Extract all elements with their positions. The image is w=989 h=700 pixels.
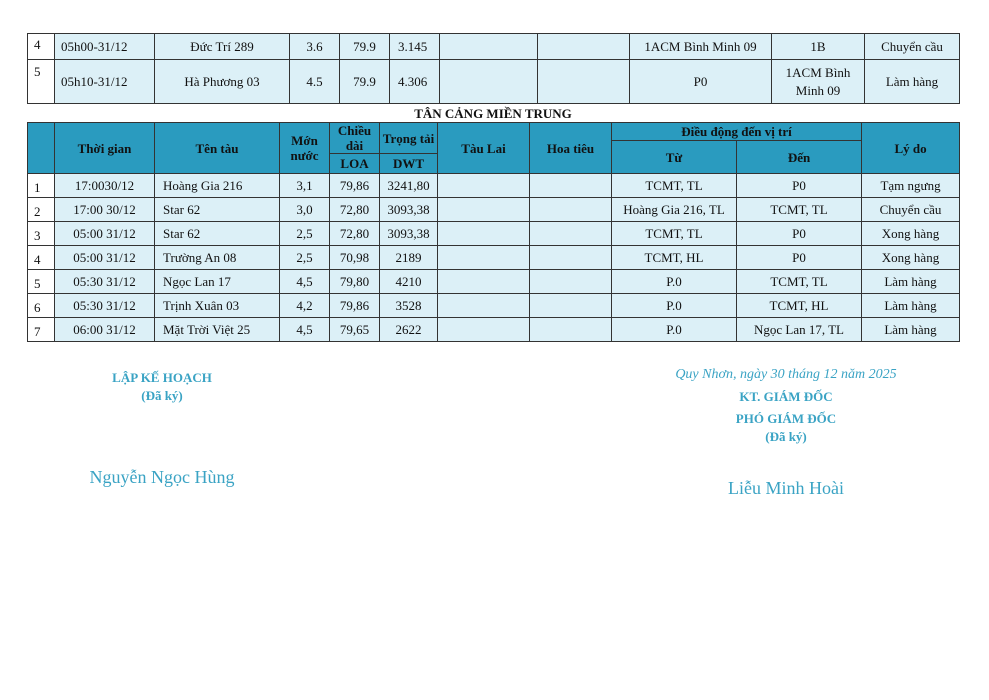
cell-no: 4 (28, 34, 55, 60)
table-row (28, 198, 960, 222)
cell-loa: 79,86 (330, 174, 380, 198)
cell-pilot (530, 318, 612, 342)
cell-pilot (530, 174, 612, 198)
header-movement: Điều động đến vị trí (612, 123, 862, 141)
header-pilot: Hoa tiêu (530, 123, 612, 174)
cell-pilot (538, 60, 630, 104)
header-draft: Mớn nước (280, 123, 330, 174)
cell-no: 4 (28, 246, 55, 270)
cell-tug (438, 246, 530, 270)
cell-to: TCMT, TL (737, 198, 862, 222)
header-length-unit: LOA (330, 154, 380, 174)
cell-no: 2 (28, 198, 55, 222)
cell-from: TCMT, HL (612, 246, 737, 270)
cell-tug (440, 60, 538, 104)
cell-dwt: 4210 (380, 270, 438, 294)
header-index (28, 123, 55, 174)
cell-pilot (530, 246, 612, 270)
cell-loa: 79.9 (340, 34, 390, 60)
director-name: Liễu Minh Hoài (728, 478, 844, 498)
header-to: Đến (737, 141, 862, 174)
cell-time: 05:30 31/12 (55, 270, 155, 294)
cell-pilot (530, 222, 612, 246)
cell-loa: 79,80 (330, 270, 380, 294)
cell-reason: Làm hàng (865, 60, 960, 104)
table-row (28, 270, 960, 294)
planner-signature-block (82, 369, 242, 488)
cell-from: P.0 (612, 318, 737, 342)
director-signature-block (650, 366, 922, 499)
planner-status: (Đã ký) (141, 388, 183, 403)
previous-schedule-table (27, 33, 960, 104)
header-time: Thời gian (55, 123, 155, 174)
director-title-1: KT. GIÁM ĐỐC (739, 389, 833, 404)
cell-ship: Star 62 (155, 222, 280, 246)
director-title-2: PHÓ GIÁM ĐỐC (735, 411, 837, 426)
cell-dwt: 4.306 (390, 60, 440, 104)
cell-to: TCMT, HL (737, 294, 862, 318)
cell-tug (440, 34, 538, 60)
cell-loa: 79,86 (330, 294, 380, 318)
cell-ship: Ngọc Lan 17 (155, 270, 280, 294)
cell-reason: Làm hàng (862, 318, 960, 342)
cell-draft: 3.6 (290, 34, 340, 60)
director-status: (Đã ký) (765, 429, 807, 444)
cell-pilot (530, 198, 612, 222)
cell-from: P0 (630, 60, 772, 104)
cell-reason: Làm hàng (862, 270, 960, 294)
cell-to: 1ACM Bình Minh 09 (772, 60, 865, 104)
table-row (28, 246, 960, 270)
cell-tug (438, 270, 530, 294)
cell-no: 5 (28, 270, 55, 294)
cell-reason: Xong hàng (862, 222, 960, 246)
cell-from: TCMT, TL (612, 222, 737, 246)
cell-reason: Tạm ngưng (862, 174, 960, 198)
cell-no: 5 (28, 60, 55, 104)
header-ship: Tên tàu (155, 123, 280, 174)
cell-loa: 70,98 (330, 246, 380, 270)
cell-time: 05h10-31/12 (55, 60, 155, 104)
cell-to: P0 (737, 222, 862, 246)
header-tug: Tàu Lai (438, 123, 530, 174)
cell-tug (438, 198, 530, 222)
cell-ship: Mặt Trời Việt 25 (155, 318, 280, 342)
cell-to: Ngọc Lan 17, TL (737, 318, 862, 342)
cell-ship: Hà Phương 03 (155, 60, 290, 104)
cell-reason: Xong hàng (862, 246, 960, 270)
cell-no: 7 (28, 318, 55, 342)
cell-tug (438, 318, 530, 342)
cell-draft: 4.5 (290, 60, 340, 104)
cell-ship: Trịnh Xuân 03 (155, 294, 280, 318)
port-section-title: TÂN CẢNG MIỀN TRUNG (414, 106, 572, 121)
cell-from: TCMT, TL (612, 174, 737, 198)
cell-to: TCMT, TL (737, 270, 862, 294)
port-schedule-table (27, 122, 960, 342)
cell-draft: 2,5 (280, 246, 330, 270)
cell-loa: 79.9 (340, 60, 390, 104)
cell-draft: 4,2 (280, 294, 330, 318)
header-reason: Lý do (862, 123, 960, 174)
table-row (28, 222, 960, 246)
planner-name: Nguyễn Ngọc Hùng (89, 467, 235, 487)
cell-dwt: 2622 (380, 318, 438, 342)
cell-draft: 3,1 (280, 174, 330, 198)
cell-draft: 3,0 (280, 198, 330, 222)
header-tonnage: Trọng tải (380, 123, 438, 154)
cell-ship: Star 62 (155, 198, 280, 222)
cell-dwt: 3093,38 (380, 198, 438, 222)
planner-role: LẬP KẾ HOẠCH (112, 370, 212, 385)
cell-loa: 79,65 (330, 318, 380, 342)
cell-from: P.0 (612, 270, 737, 294)
cell-ship: Hoàng Gia 216 (155, 174, 280, 198)
cell-pilot (530, 270, 612, 294)
cell-draft: 4,5 (280, 318, 330, 342)
cell-ship: Trường An 08 (155, 246, 280, 270)
cell-pilot (530, 294, 612, 318)
cell-dwt: 3241,80 (380, 174, 438, 198)
cell-to: P0 (737, 246, 862, 270)
table-row (28, 174, 960, 198)
cell-time: 05h00-31/12 (55, 34, 155, 60)
table-row (28, 34, 960, 60)
cell-reason: Làm hàng (862, 294, 960, 318)
cell-no: 3 (28, 222, 55, 246)
cell-tug (438, 294, 530, 318)
header-tonnage-unit: DWT (380, 154, 438, 174)
cell-to: 1B (772, 34, 865, 60)
header-length: Chiều dài (330, 123, 380, 154)
cell-dwt: 3528 (380, 294, 438, 318)
cell-pilot (538, 34, 630, 60)
cell-loa: 72,80 (330, 222, 380, 246)
cell-tug (438, 174, 530, 198)
cell-ship: Đức Trí 289 (155, 34, 290, 60)
cell-time: 17:0030/12 (55, 174, 155, 198)
header-from: Từ (612, 141, 737, 174)
cell-draft: 4,5 (280, 270, 330, 294)
cell-no: 1 (28, 174, 55, 198)
table-row (28, 318, 960, 342)
cell-no: 6 (28, 294, 55, 318)
cell-from: Hoàng Gia 216, TL (612, 198, 737, 222)
cell-dwt: 3093,38 (380, 222, 438, 246)
place-date: Quy Nhơn, ngày 30 tháng 12 năm 2025 (675, 367, 897, 382)
cell-time: 05:30 31/12 (55, 294, 155, 318)
cell-time: 17:00 30/12 (55, 198, 155, 222)
cell-to: P0 (737, 174, 862, 198)
cell-from: 1ACM Bình Minh 09 (630, 34, 772, 60)
cell-draft: 2,5 (280, 222, 330, 246)
cell-dwt: 3.145 (390, 34, 440, 60)
cell-tug (438, 222, 530, 246)
cell-from: P.0 (612, 294, 737, 318)
cell-dwt: 2189 (380, 246, 438, 270)
cell-time: 06:00 31/12 (55, 318, 155, 342)
cell-time: 05:00 31/12 (55, 246, 155, 270)
cell-reason: Chuyển cầu (862, 198, 960, 222)
cell-reason: Chuyển cầu (865, 34, 960, 60)
table-row (28, 60, 960, 104)
cell-loa: 72,80 (330, 198, 380, 222)
cell-time: 05:00 31/12 (55, 222, 155, 246)
table-row (28, 294, 960, 318)
